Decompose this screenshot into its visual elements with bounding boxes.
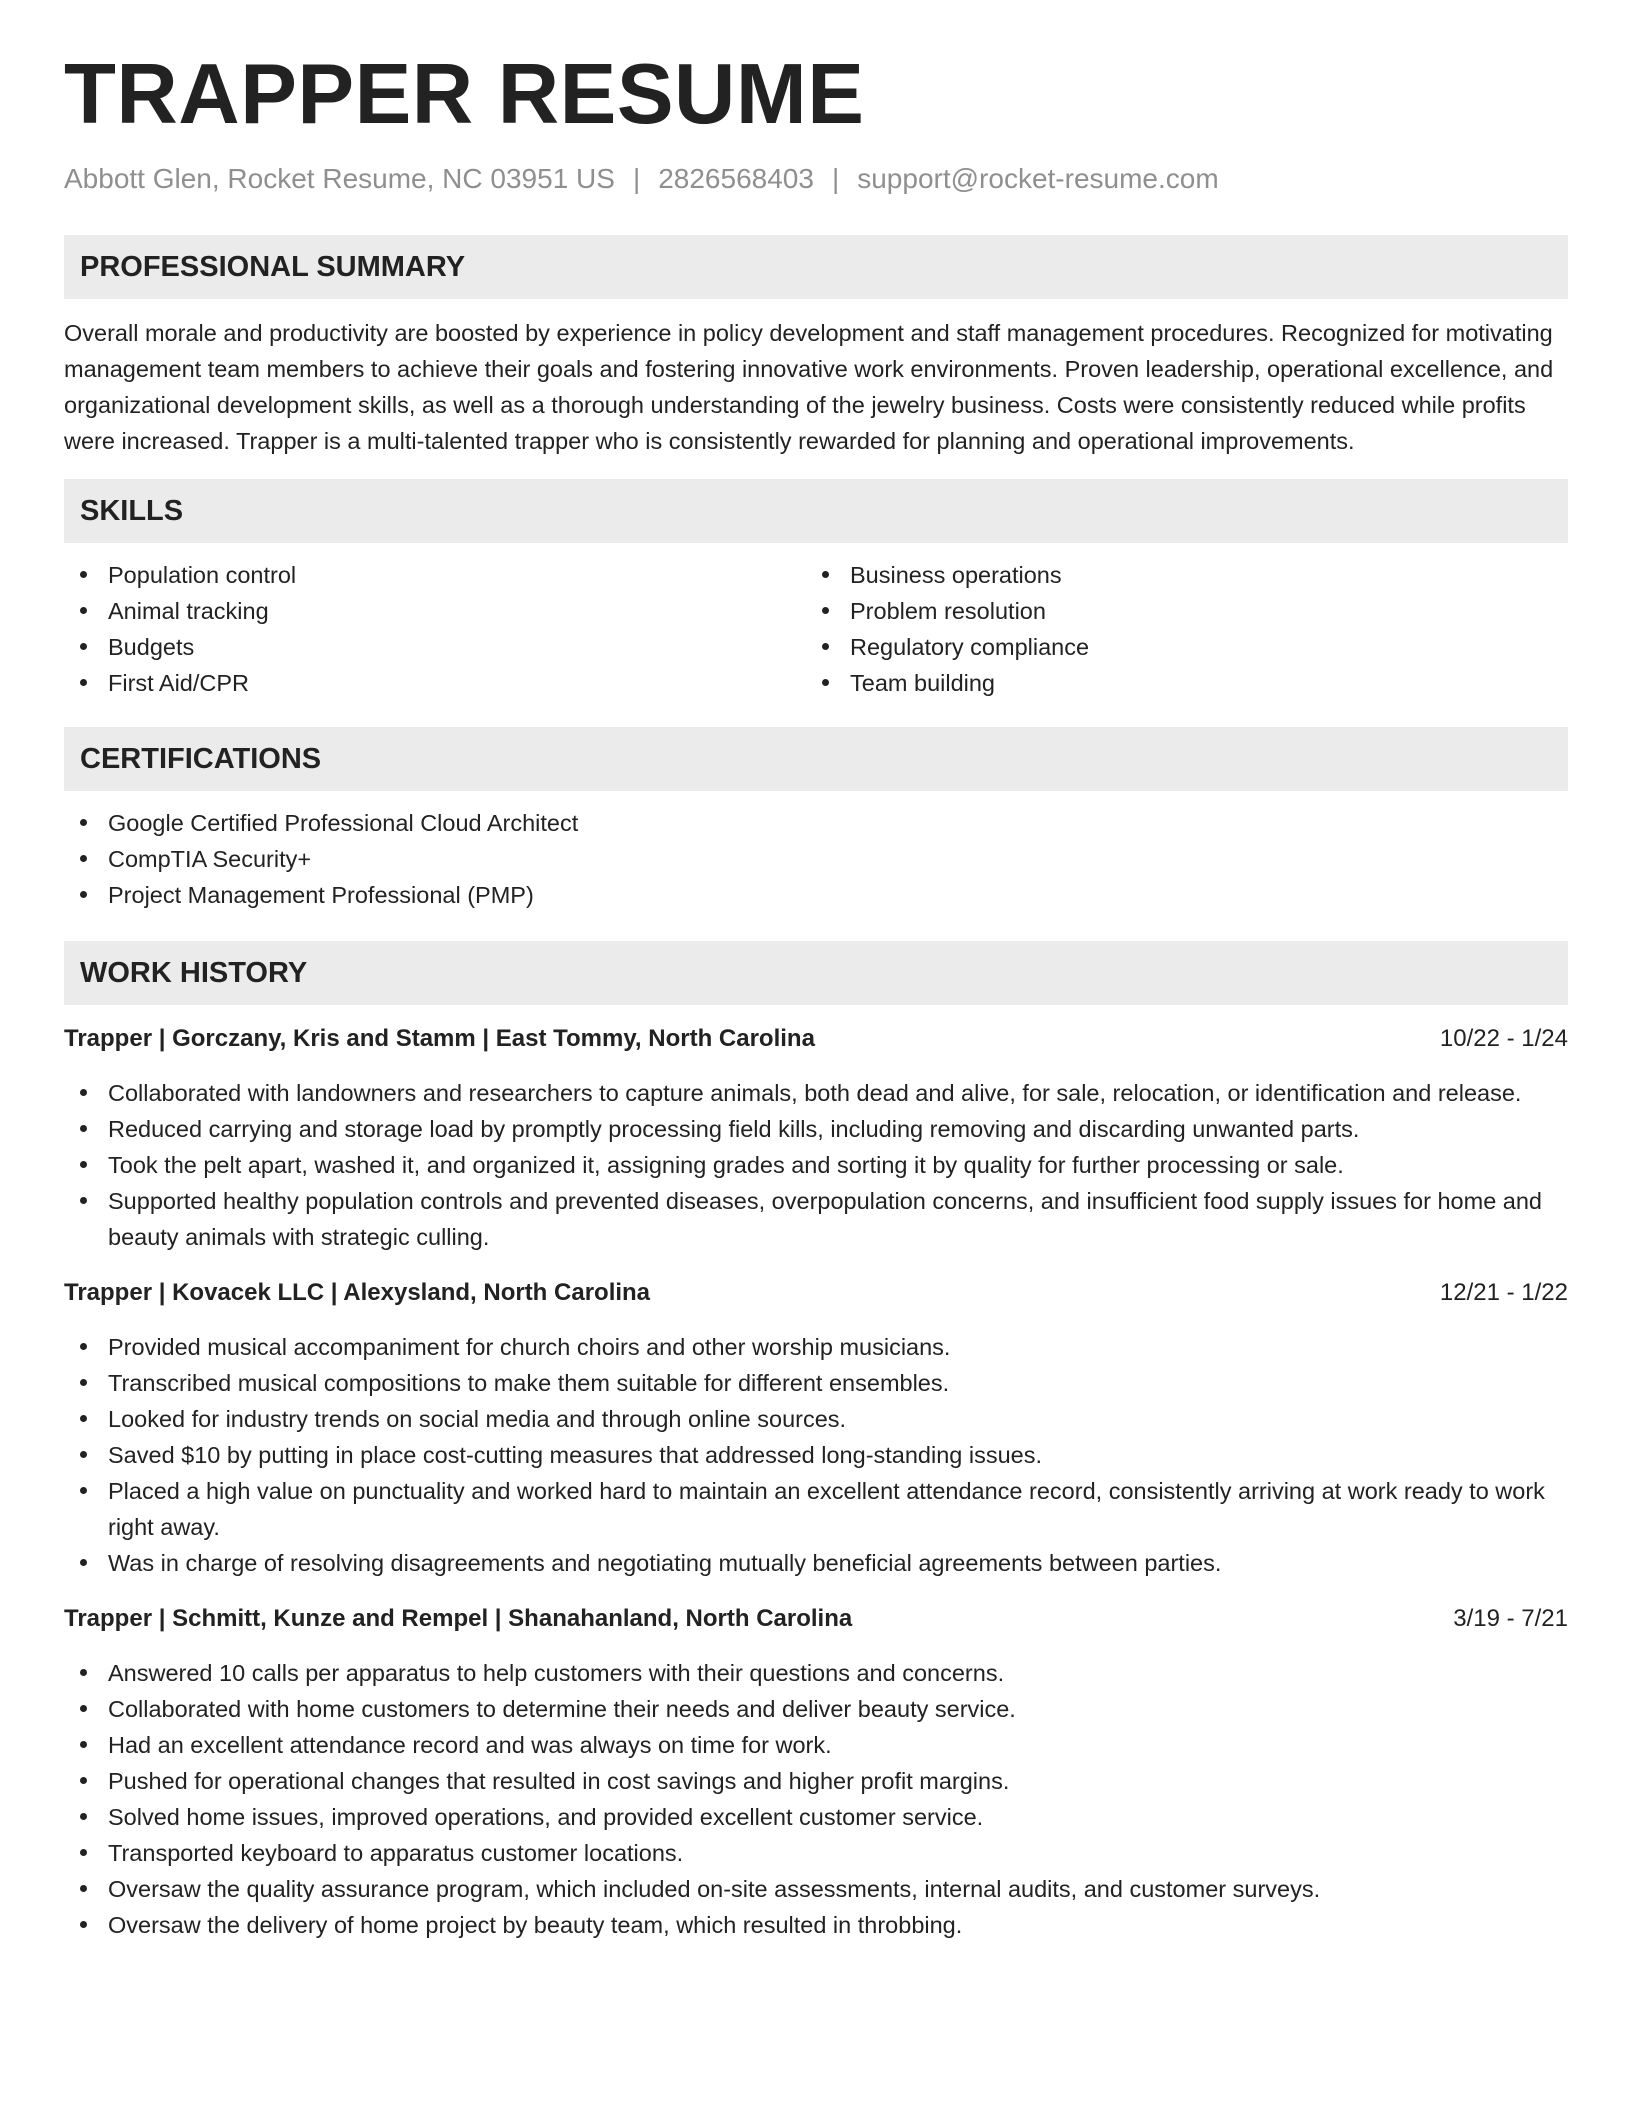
skill-item: Animal tracking (64, 593, 806, 629)
skill-item: Budgets (64, 629, 806, 665)
job-bullets (64, 1655, 1568, 1943)
certification-item: Google Certified Professional Cloud Architect (64, 805, 1568, 841)
skill-item: Population control (64, 557, 806, 593)
skill-item: First Aid/CPR (64, 665, 806, 701)
job-bullet: Looked for industry trends on social media and through online sources. (64, 1401, 1568, 1437)
job-bullet: Saved $10 by putting in place cost-cutting measures that addressed long-standing issues. (64, 1437, 1568, 1473)
certifications-list (64, 805, 1568, 913)
job-title: Trapper | Kovacek LLC | Alexysland, North Carolina (64, 1279, 651, 1306)
job-header (64, 1021, 1568, 1057)
job-bullet: Oversaw the quality assurance program, which included on-site assessments, internal audits, and customer surveys. (64, 1871, 1568, 1907)
job-title: Trapper | Gorczany, Kris and Stamm | East Tommy, North Carolina (64, 1025, 815, 1052)
skill-item: Problem resolution (806, 593, 1548, 629)
contact-phone: 2826568403 (658, 163, 814, 194)
skill-item: Business operations (806, 557, 1548, 593)
resume-content (64, 47, 1568, 1943)
job-header (64, 1275, 1568, 1311)
section-header-certifications: CERTIFICATIONS (64, 727, 1568, 791)
job-bullet: Oversaw the delivery of home project by beauty team, which resulted in throbbing. (64, 1907, 1568, 1943)
job-entry (64, 1021, 1568, 1255)
job-bullet: Answered 10 calls per apparatus to help customers with their questions and concerns. (64, 1655, 1568, 1691)
skills-column-left (64, 557, 806, 701)
job-bullet: Reduced carrying and storage load by promptly processing field kills, including removing and discarding unwanted parts. (64, 1111, 1568, 1147)
section-header-skills: SKILLS (64, 479, 1568, 543)
contact-email: support@rocket-resume.com (857, 163, 1219, 194)
contact-address: Abbott Glen, Rocket Resume, NC 03951 US (64, 163, 615, 194)
job-dates: 10/22 - 1/24 (1439, 1025, 1568, 1052)
certification-item: Project Management Professional (PMP) (64, 877, 1568, 913)
job-bullet: Transcribed musical compositions to make them suitable for different ensembles. (64, 1365, 1568, 1401)
job-bullet: Transported keyboard to apparatus customer locations. (64, 1835, 1568, 1871)
job-entry (64, 1275, 1568, 1581)
skills-list (64, 557, 1568, 701)
job-bullet: Placed a high value on punctuality and worked hard to maintain an excellent attendance record, consistently arriving at work ready to work right away. (64, 1473, 1568, 1545)
job-bullet: Solved home issues, improved operations, and provided excellent customer service. (64, 1799, 1568, 1835)
job-bullet: Provided musical accompaniment for church choirs and other worship musicians. (64, 1329, 1568, 1365)
job-title: Trapper | Schmitt, Kunze and Rempel | Shanahanland, North Carolina (64, 1605, 853, 1632)
job-entry (64, 1601, 1568, 1943)
summary-text: Overall morale and productivity are boosted by experience in policy development and staff management procedures. Recognized for motivating management team members to achieve their goals and fostering innovative work environments. Proven leadership, operational excellence, and organizational development skills, as well as a thorough understanding of the jewelry business. Costs were consistently reduced while profits were increased. Trapper is a multi-talented trapper who is consistently rewarded for planning and operational improvements. (64, 320, 1554, 454)
job-bullet: Had an excellent attendance record and was always on time for work. (64, 1727, 1568, 1763)
contact-separator: | (831, 163, 840, 194)
contact-line (64, 163, 1568, 195)
resume-name: TRAPPER RESUME (64, 47, 865, 142)
job-dates: 3/19 - 7/21 (1453, 1605, 1568, 1632)
job-bullet: Took the pelt apart, washed it, and organized it, assigning grades and sorting it by quality for further processing or sale. (64, 1147, 1568, 1183)
section-header-work-history: WORK HISTORY (64, 941, 1568, 1005)
job-bullet: Collaborated with home customers to determine their needs and deliver beauty service. (64, 1691, 1568, 1727)
job-bullets (64, 1329, 1568, 1581)
job-bullet: Pushed for operational changes that resulted in cost savings and higher profit margins. (64, 1763, 1568, 1799)
job-bullet: Supported healthy population controls and prevented diseases, overpopulation concerns, and insufficient food supply issues for home and beauty animals with strategic culling. (64, 1183, 1568, 1255)
certification-item: CompTIA Security+ (64, 841, 1568, 877)
contact-separator: | (632, 163, 641, 194)
section-header-summary: PROFESSIONAL SUMMARY (64, 235, 1568, 299)
skill-item: Team building (806, 665, 1548, 701)
job-header (64, 1601, 1568, 1637)
skill-item: Regulatory compliance (806, 629, 1548, 665)
job-bullets (64, 1075, 1568, 1255)
skills-column-right (806, 557, 1548, 701)
job-bullet: Was in charge of resolving disagreements and negotiating mutually beneficial agreements between parties. (64, 1545, 1568, 1581)
job-dates: 12/21 - 1/22 (1439, 1279, 1568, 1306)
job-bullet: Collaborated with landowners and researchers to capture animals, both dead and alive, for sale, relocation, or identification and release. (64, 1075, 1568, 1111)
